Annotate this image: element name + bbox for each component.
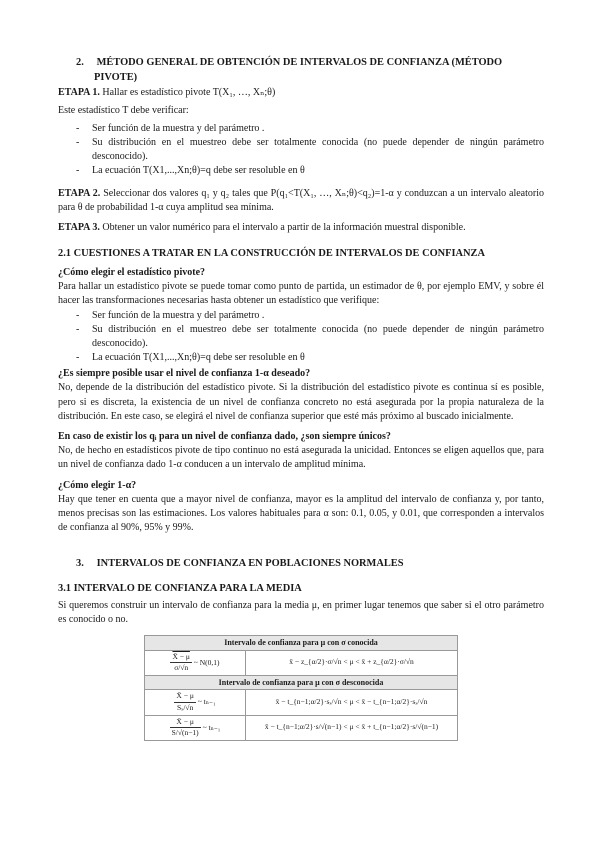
condition-item: - Ser función de la muestra y del parámetro . <box>58 122 544 136</box>
pivot-unknown-2-den: S/√(n−1) <box>171 728 199 738</box>
section-2-title <box>58 56 544 86</box>
etapa-1 <box>58 86 544 100</box>
table-row <box>145 715 458 740</box>
confidence-interval-table <box>144 635 458 741</box>
section-3-title <box>58 557 544 572</box>
interval-known: x̄ − z_{α/2}·σ/√n < μ < x̄ + z_{α/2}·σ/√n <box>246 650 458 675</box>
section-3-1-intro: Si queremos construir un intervalo de confianza para la media μ, en primer lugar tenemos que saber si el otro parámetro es conocido o no. <box>58 599 544 626</box>
pivot-unknown-1-den: Sₓ/√n <box>176 702 194 712</box>
section-2-number: 2. <box>76 57 84 68</box>
etapa-2 <box>58 187 544 215</box>
verify-intro: Este estadístico T debe verificar: <box>58 104 189 116</box>
pivot-unknown-2 <box>145 715 246 740</box>
pivot-known-dist: ~ N(0,1) <box>193 657 220 667</box>
table-row <box>145 690 458 715</box>
etapa-3-text: Obtener un valor numérico para el intervalo a partir de la información muestral disponible. <box>102 222 466 234</box>
interval-unknown-1: x̄ − t_{n−1;α/2}·sₓ/√n < μ < x̄ − t_{n−1;α/2}·sₓ/√n <box>246 690 458 715</box>
etapa-1-label: ETAPA 1. <box>58 86 100 98</box>
pivot-known <box>145 650 246 675</box>
section-2-1-title: 2.1 CUESTIONES A TRATAR EN LA CONSTRUCCIÓN DE INTERVALOS DE CONFIANZA <box>58 248 485 260</box>
pivot-unknown-1 <box>145 690 246 715</box>
table-row <box>145 650 458 675</box>
answer-1: Para hallar un estadístico pivote se puede tomar como punto de partida, un estimador de θ, por ejemplo EMV, y sobre él hacer las transformaciones necesarias hasta obtener un estadístico que verifique: <box>58 281 544 307</box>
answer-4: Hay que tener en cuenta que a mayor nivel de confianza, mayor es la amplitud del intervalo de confianza y, por tanto, menos precisas son las estimaciones. Los valores habituales para α son: 0.1, 0.05, y 0.01, que corresponden a intervalos de confianza al 90%, 95% y 99%. <box>58 493 544 534</box>
pivot-known-den: σ/√n <box>174 663 189 673</box>
answer-2: No, depende de la distribución del estadístico pivote. Si la distribución del estadístico pivote es continua sí es posible, pero si es discreta, la existencia de un nivel de confianza concreto no está asegurada por la propia naturaleza de la distribución. En este caso, se elegirá el nivel de confianza superior que esté más próximo al buscado inicialmente. <box>58 382 544 422</box>
condition-item: - La ecuación T(X1,...,Xn;θ)=q debe ser resoluble en θ <box>58 164 544 178</box>
table-header-unknown: Intervalo de confianza para μ con σ desconocida <box>145 675 458 689</box>
pivot-unknown-2-num: X̄ − μ <box>170 717 201 729</box>
answer-3: No, de hecho en estadísticos pivote de tipo continuo no está asegurada la unicidad. Entonces se eligen aquellos que, para un nivel de confianza dado 1-α conducen a un intervalo de amplitud mínima. <box>58 445 544 471</box>
section-3-1-title: 3.1 INTERVALO DE CONFIANZA PARA LA MEDIA <box>58 583 302 595</box>
condition-item: - Ser función de la muestra y del parámetro . <box>58 309 544 323</box>
section-3-title-text: INTERVALOS DE CONFIANZA EN POBLACIONES NORMALES <box>96 558 404 570</box>
question-4: ¿Cómo elegir 1-α? <box>58 479 137 491</box>
conditions-list-2 <box>58 309 544 366</box>
etapa-2-label: ETAPA 2. <box>58 187 101 199</box>
question-1: ¿Cómo elegir el estadístico pivote? <box>58 266 206 278</box>
interval-unknown-2: x̄ − t_{n−1;α/2}·s/√(n−1) < μ < x̄ + t_{n−1;α/2}·s/√(n−1) <box>246 715 458 740</box>
etapa-3-label: ETAPA 3. <box>58 222 100 234</box>
pivot-unknown-2-dist: ~ tₙ₋₁ <box>202 722 221 732</box>
section-3-number: 3. <box>76 558 84 570</box>
pivot-unknown-1-dist: ~ tₙ₋₁ <box>197 697 216 707</box>
etapa-3 <box>58 221 544 235</box>
conditions-list <box>58 122 544 179</box>
section-2-title-line2: PIVOTE) <box>94 71 138 83</box>
condition-item: - La ecuación T(X1,...,Xn;θ)=q debe ser resoluble en θ <box>58 351 544 365</box>
pivot-unknown-1-num: X̄ − μ <box>174 691 195 703</box>
section-2-title-line1: MÉTODO GENERAL DE OBTENCIÓN DE INTERVALOS DE CONFIANZA (MÉTODO <box>96 57 503 68</box>
pivot-known-num: X̄ − μ <box>170 652 191 664</box>
question-2: ¿Es siempre posible usar el nivel de confianza 1-α deseado? <box>58 368 311 380</box>
table-header-known: Intervalo de confianza para μ con σ conocida <box>145 636 458 650</box>
condition-item: - Su distribución en el muestreo debe ser totalmente conocida (no puede depender de ningún parámetro desconocido). <box>58 323 544 351</box>
question-3: En caso de existir los qᵢ para un nivel de confianza dado, ¿son siempre únicos? <box>58 431 391 443</box>
etapa-2-text: Seleccionar dos valores q₁ y q₂ tales que P(q₁<T(X₁, …, Xₙ;θ)<q₂)=1-α y conduzcan a un intervalo aleatorio para θ de probabilidad 1-α cuya amplitud sea mínima. <box>58 187 545 213</box>
etapa-1-text: Hallar es estadístico pivote T(X₁, …, Xₙ;θ) <box>102 86 276 98</box>
condition-item: - Su distribución en el muestreo debe ser totalmente conocida (no puede depender de ningún parámetro desconocido). <box>58 136 544 164</box>
